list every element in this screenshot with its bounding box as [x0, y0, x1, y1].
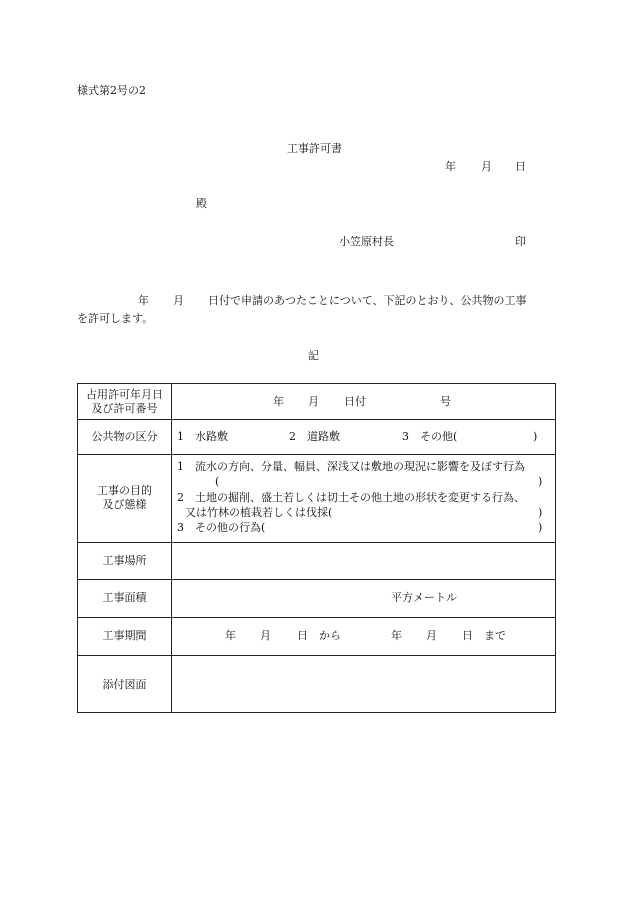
row-divider — [78, 419, 555, 420]
period-until: まで — [484, 629, 506, 642]
public-property-label: 公共物の区分 — [91, 430, 158, 443]
permit-number: 号 — [440, 395, 451, 408]
purpose-item-2-close: ) — [538, 506, 543, 519]
date-year: 年 — [445, 160, 456, 173]
seal-mark: 印 — [515, 235, 526, 248]
purpose-label-2: 及び態様 — [102, 498, 147, 511]
attached-drawings-label: 添付図面 — [102, 678, 147, 691]
option-other: 3 その他( — [402, 430, 458, 443]
form-number: 様式第2号の2 — [77, 84, 146, 97]
row-divider — [78, 617, 555, 618]
body-year: 年 — [138, 294, 149, 307]
issuer-name: 小笠原村長 — [339, 235, 394, 248]
addressee-suffix: 殿 — [196, 197, 207, 210]
option-waterway: 1 水路敷 — [177, 430, 228, 443]
permit-day: 日付 — [344, 395, 366, 408]
purpose-item-3: 3 その他の行為( — [177, 521, 266, 534]
period-end-day: 日 — [462, 629, 473, 642]
date-day: 日 — [515, 160, 526, 173]
permit-date-label-1: 占用許可年月日 — [86, 388, 163, 401]
body-text-line2: を許可します。 — [77, 312, 154, 325]
area-unit: 平方メートル — [391, 591, 457, 604]
row-divider — [78, 542, 555, 543]
body-month: 月 — [173, 294, 184, 307]
date-month: 月 — [481, 160, 492, 173]
period-start-day: 日 — [297, 629, 308, 642]
purpose-item-3-close: ) — [538, 521, 543, 534]
work-location-label: 工事場所 — [102, 554, 147, 567]
option-road: 2 道路敷 — [289, 430, 340, 443]
purpose-item-2: 2 土地の掘削、盛土若しくは切土その他土地の形状を変更する行為、 — [177, 491, 525, 504]
work-period-label: 工事期間 — [102, 629, 147, 642]
period-end-year: 年 — [391, 629, 402, 642]
document-title: 工事許可書 — [287, 142, 342, 155]
row-divider — [78, 655, 555, 656]
permit-year: 年 — [273, 395, 284, 408]
column-divider — [171, 384, 172, 712]
ki-heading: 記 — [308, 349, 319, 362]
body-text-line1: 日付で申請のあつたことについて、下記のとおり、公共物の工事 — [208, 294, 527, 307]
purpose-item-1: 1 流水の方向、分量、幅員、深浅又は敷地の現況に影響を及ぼす行為 — [177, 460, 525, 473]
period-start-month: 月 — [260, 629, 271, 642]
period-start-year: 年 — [225, 629, 236, 642]
purpose-item-2-cont: 又は竹林の植栽若しくは伐採( — [185, 506, 333, 519]
row-divider — [78, 454, 555, 455]
work-area-label: 工事面積 — [102, 591, 147, 604]
purpose-item-1-open: ( — [215, 475, 220, 488]
period-from: から — [319, 629, 341, 642]
period-end-month: 月 — [426, 629, 437, 642]
permit-date-label-2: 及び許可番号 — [91, 402, 158, 415]
row-divider — [78, 579, 555, 580]
option-other-close: ) — [533, 430, 538, 443]
purpose-item-1-close: ) — [538, 475, 543, 488]
permit-month: 月 — [308, 395, 319, 408]
purpose-label-1: 工事の目的 — [97, 484, 152, 497]
permit-details-table — [77, 383, 556, 713]
